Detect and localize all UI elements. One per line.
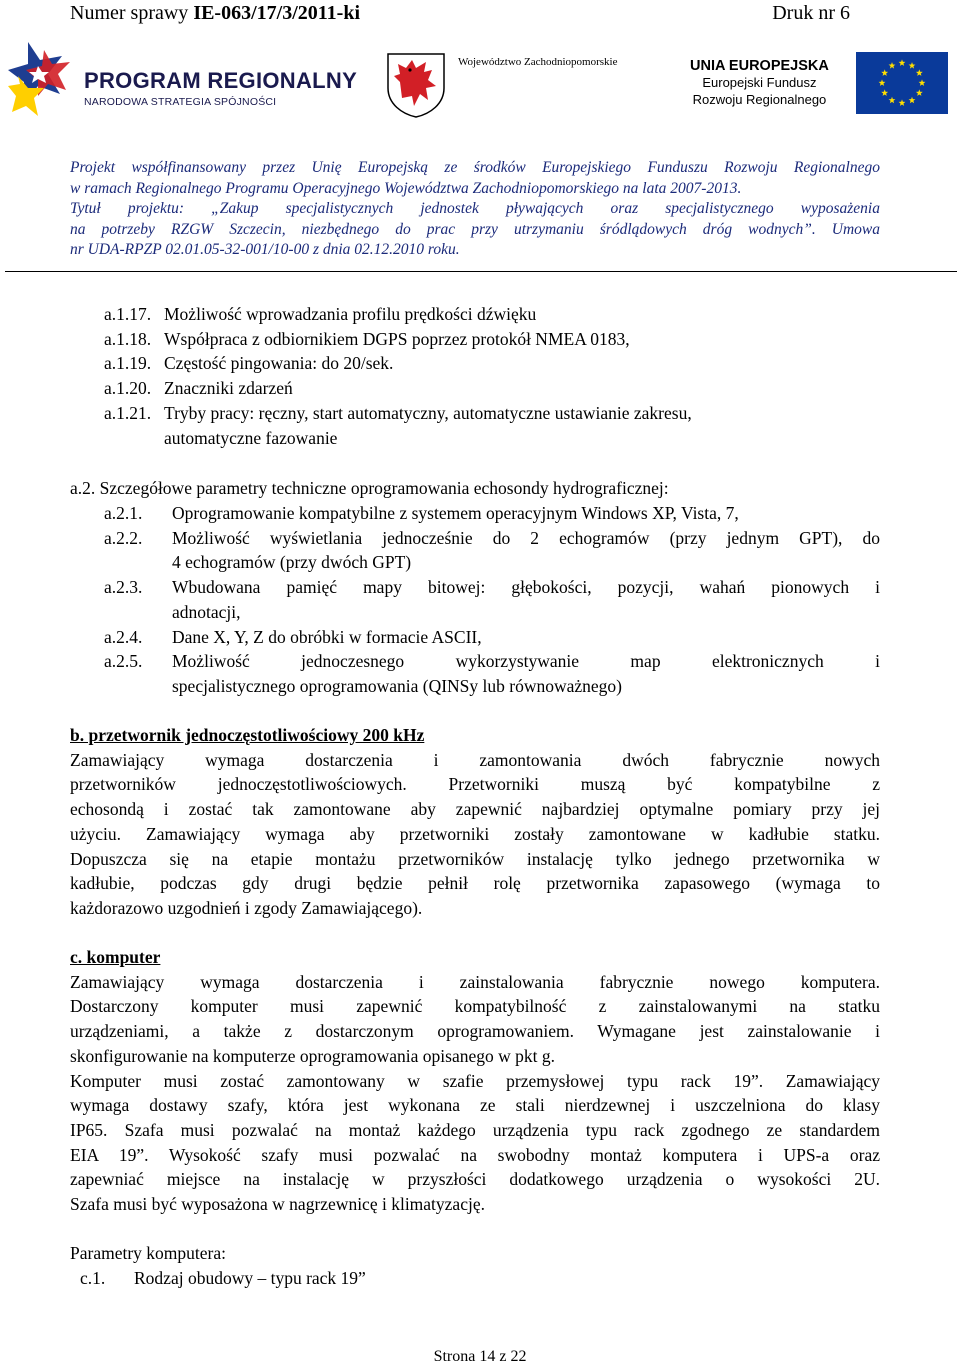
list-item	[104, 649, 880, 674]
project-line: na potrzeby RZGW Szczecin, niezbędnego do prac przy utrzymaniu śródlądowych dróg wodnych”. Umowa	[70, 220, 880, 238]
paragraph-line: Komputer musi zostać zamontowany w szafie przemysłowej typu rack 19”. Zamawiający	[70, 1070, 880, 1091]
item-text: 4 echogramów (przy dwóch GPT)	[172, 552, 412, 573]
list-item-continuation	[104, 426, 864, 451]
page-number: Strona 14 z 22	[433, 1348, 527, 1365]
item-text: Tryby pracy: ręczny, start automatyczny, automatyczne ustawianie zakresu,	[164, 402, 692, 423]
eu-flag-icon	[856, 52, 948, 114]
paragraph-line: echosondą i zostać tak zamontowane aby zapewnić najbardziej optymalne pomiary przy jej	[70, 799, 880, 820]
paragraph-line: kadłubie, podczas gdy drugi będzie pełnił rolę przetwornika zapasowego (wymaga to	[70, 873, 880, 894]
item-number: a.2.1.	[104, 503, 143, 523]
logo-strip	[0, 36, 960, 146]
list-item	[104, 575, 880, 600]
eu-fund-line1: Europejski Fundusz	[702, 75, 817, 90]
section-b-heading: b. przetwornik jednoczęstotliwościowy 200 kHz	[70, 725, 425, 745]
params-label: Parametry komputera:	[70, 1243, 226, 1264]
project-line: nr UDA-RPZP 02.01.05-32-001/10-00 z dnia 02.12.2010 roku.	[70, 241, 460, 259]
paragraph-line: Szafa musi być wyposażona w nagrzewnicę i klimatyzację.	[70, 1194, 485, 1215]
voivodeship-label: Województwo Zachodniopomorskie	[458, 56, 618, 68]
program-text	[84, 68, 357, 108]
paragraph-line: zapewniać miejsce na instalację w przyszłości dodatkowego urządzenia o wysokości 2U.	[70, 1169, 880, 1190]
program-title: PROGRAM REGIONALNY	[84, 68, 358, 93]
list-item	[104, 401, 864, 426]
project-line: w ramach Regionalnego Programu Operacyjnego Województwa Zachodniopomorskiego na lata 2007-2013.	[70, 179, 742, 197]
project-description	[70, 158, 880, 261]
paragraph-line: Zamawiający wymaga dostarczenia i zainstalowania fabrycznie nowego komputera.	[70, 971, 880, 992]
list-item	[70, 1266, 880, 1291]
item-text: automatyczne fazowanie	[164, 427, 338, 448]
paragraph-line: Dopuszcza się na etapie montażu przetworników instalację tylko jednego przetwornika w	[70, 848, 880, 869]
item-text: Możliwość wyświetlania jednocześnie do 2 echogramów (przy jednym GPT), do	[172, 527, 880, 548]
list-item-continuation	[104, 600, 880, 625]
list-item	[104, 625, 880, 650]
item-number: a.1.19.	[104, 353, 152, 374]
item-number: a.2.3.	[104, 577, 143, 598]
list-item-continuation	[104, 674, 880, 699]
eu-fund-line2: Rozwoju Regionalnego	[692, 92, 827, 107]
section-b	[70, 723, 880, 921]
item-text: Znaczniki zdarzeń	[164, 378, 293, 399]
paragraph-line: IP65. Szafa musi pozwalać na montaż każdego urządzenia typu rack zgodnego ze standardem	[70, 1119, 880, 1140]
section-c	[70, 945, 880, 1291]
item-text: specjalistycznego oprogramowania (QINSy lub równoważnego)	[172, 675, 623, 696]
list-item	[104, 376, 864, 401]
item-number: c.1.	[80, 1268, 106, 1289]
project-line: Projekt współfinansowany przez Unię Europejską ze środków Europejskiego Funduszu Rozwoju Regionalnego	[70, 159, 880, 176]
paragraph-line: wymaga dostawy szafy, która jest wykonana ze stali nierdzewnej i uszczelniona do klasy	[70, 1095, 880, 1116]
list-a2	[104, 501, 880, 699]
list-item	[104, 351, 864, 376]
case-id: IE-063/17/3/2011-ki	[193, 2, 361, 24]
item-text: Rodzaj obudowy – typu rack 19”	[134, 1268, 366, 1289]
section-c-heading: c. komputer	[70, 947, 161, 967]
list-a1	[104, 302, 864, 450]
item-number: a.1.18.	[104, 328, 152, 349]
item-text: Możliwość wprowadzania profilu prędkości dźwięku	[164, 304, 537, 324]
item-text: Oprogramowanie kompatybilne z systemem operacyjnym Windows XP, Vista, 7,	[172, 503, 739, 523]
paragraph-line: skonfigurowanie na komputerze oprogramowania opisanego w pkt g.	[70, 1045, 556, 1066]
eu-title: UNIA EUROPEJSKA	[690, 58, 829, 74]
program-regionalny-logo	[8, 40, 80, 120]
case-number	[70, 2, 360, 25]
item-text: Możliwość jednoczesnego wykorzystywanie map elektronicznych i	[172, 651, 880, 672]
item-number: a.2.2.	[104, 527, 143, 548]
project-line: Tytuł projektu: „Zakup specjalistycznych jednostek pływających oraz specjalistycznego wyposażenia	[70, 200, 880, 218]
list-item	[104, 501, 880, 526]
blank-line	[70, 1217, 880, 1242]
paragraph-line: urządzeniami, a także z dostarczonym oprogramowaniem. Wymagane jest zainstalowanie i	[70, 1021, 880, 1042]
list-item	[104, 327, 864, 352]
program-subtitle: NARODOWA STRATEGIA SPÓJNOŚCI	[84, 96, 277, 108]
case-prefix: Numer sprawy	[70, 2, 194, 24]
griffin-coat-of-arms-icon	[386, 52, 446, 118]
paragraph-line: Zamawiający wymaga dostarczenia i zamontowania dwóch fabrycznie nowych	[70, 749, 880, 770]
item-text: Współpraca z odbiornikiem DGPS poprzez protokół NMEA 0183,	[164, 328, 630, 349]
item-text: adnotacji,	[172, 601, 241, 622]
item-number: a.2.4.	[104, 626, 143, 647]
paragraph-line: EIA 19”. Wysokość szafy musi pozwalać na swobodny montaż komputera i UPS-a oraz	[70, 1144, 880, 1165]
eu-text	[690, 58, 829, 108]
paragraph-line: Dostarczony komputer musi zapewnić kompatybilność z zainstalowanymi na statku	[70, 996, 880, 1017]
item-number: a.1.20.	[104, 378, 152, 399]
item-number: a.2.5.	[104, 651, 143, 672]
paragraph-line: użyciu. Zamawiający wymaga aby przetworniki zostały zamontowane w kadłubie statku.	[70, 823, 880, 844]
list-item-continuation	[104, 550, 880, 575]
header-divider	[5, 271, 957, 272]
paragraph-line: każdorazowo uzgodnień i zgody Zamawiającego).	[70, 897, 423, 918]
section-a2-title: a.2. Szczegółowe parametry techniczne oprogramowania echosondy hydrograficznej:	[70, 478, 669, 498]
item-number: a.1.21.	[104, 402, 152, 423]
item-text: Wbudowana pamięć mapy bitowej: głębokości, pozycji, wahań pionowych i	[172, 577, 880, 598]
item-text: Częstość pingowania: do 20/sek.	[164, 353, 394, 374]
item-text: Dane X, Y, Z do obróbki w formacie ASCII,	[172, 626, 482, 647]
print-number: Druk nr 6	[772, 2, 850, 24]
paragraph-line: przetworników jednoczęstotliwościowych. Przetworniki muszą być kompatybilne z	[70, 774, 880, 795]
item-number: a.1.17.	[104, 304, 152, 324]
list-item	[104, 526, 880, 551]
list-item	[104, 302, 864, 327]
